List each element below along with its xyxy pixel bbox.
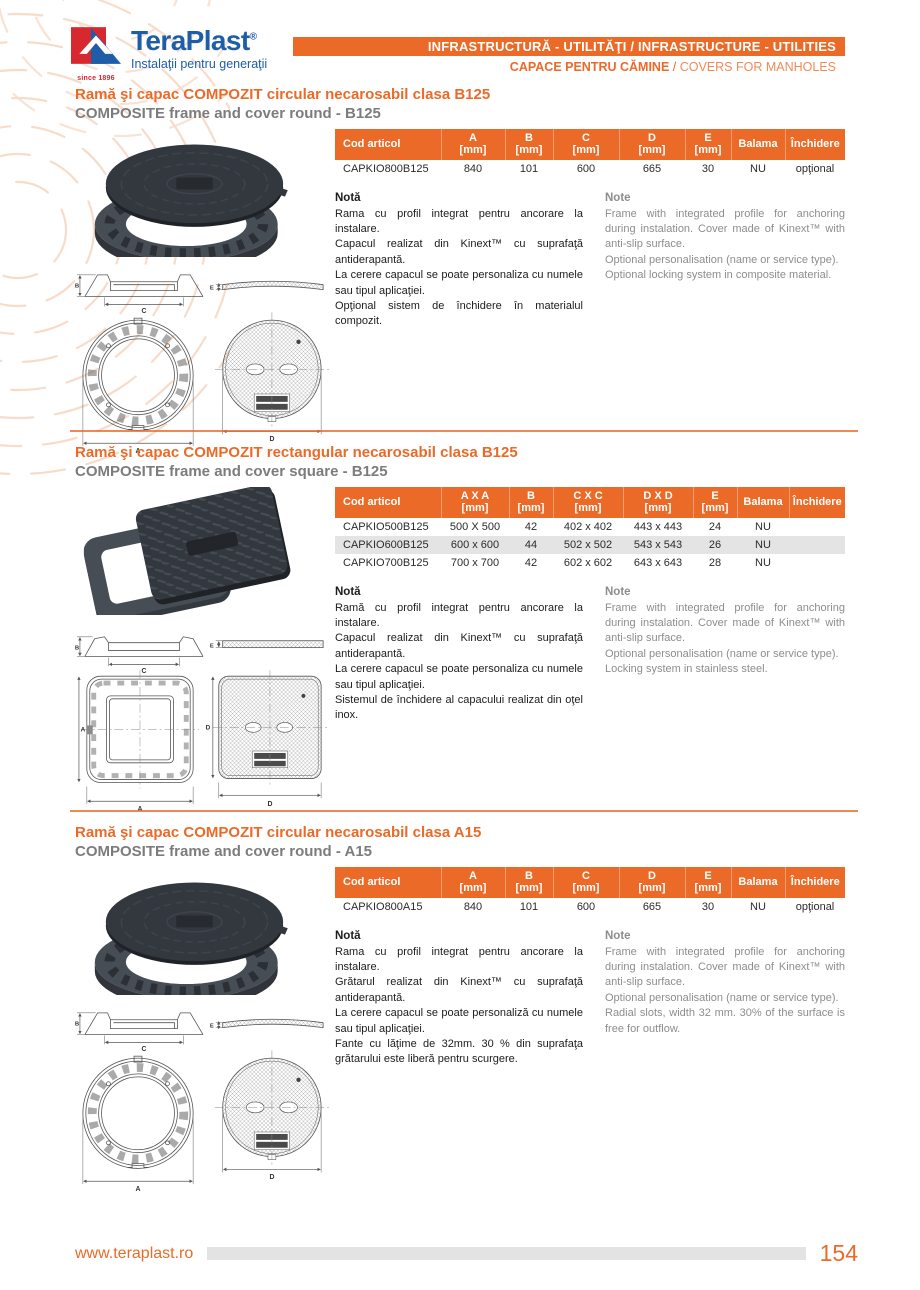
cell: 30	[701, 900, 715, 913]
logo-since: since 1896	[77, 75, 115, 82]
cell: 665	[642, 900, 662, 913]
subcategory-ro: CAPACE PENTRU CĂMINE	[509, 60, 670, 74]
note-line: Optional personalisation (name or service type).	[605, 991, 839, 1004]
col-header: C [mm]	[553, 867, 619, 898]
table-row	[335, 160, 845, 178]
col-header: C X C [mm]	[553, 487, 623, 518]
note-line: Rama cu profil integrat pentru ancorare la instalare.	[335, 945, 583, 974]
cell: opţional	[795, 162, 835, 175]
logo-mark	[70, 27, 122, 82]
section-title: Ramă şi capac COMPOZIT rectangular necarosabil clasa B125	[75, 444, 518, 461]
page-number: 154	[819, 1240, 858, 1266]
product-images	[75, 129, 335, 458]
note-line: La cerere capacul se poate personaliza cu numele sau tipul aplicaţiei.	[335, 663, 583, 691]
note-ro-title: Notă	[335, 585, 361, 598]
product-photo-square	[83, 487, 295, 615]
col-header: Balama	[737, 487, 789, 518]
col-header: E [mm]	[685, 129, 731, 160]
cell-code: CAPKIO800B125	[343, 162, 429, 175]
note-ro	[335, 192, 583, 330]
col-header: Balama	[731, 867, 785, 898]
section-round-b125	[75, 86, 845, 458]
note-line: Frame with integrated profile for anchoring during instalation. Cover made of Kinext™ with anti-slip surface.	[605, 945, 845, 989]
subcategory-separator: /	[669, 60, 680, 74]
note-line: La cerere capacul se poate personaliză cu numele sau tipul aplicaţiei.	[335, 1007, 583, 1035]
cell: 500 X 500	[449, 520, 501, 533]
cell: 28	[708, 556, 722, 569]
col-header: A [mm]	[441, 129, 505, 160]
cell-code: CAPKIO700B125	[343, 556, 429, 569]
section-title: Ramă şi capac COMPOZIT circular necarosabil clasa A15	[75, 824, 482, 841]
cell: 24	[708, 520, 722, 533]
table-row	[335, 536, 845, 554]
table-row	[335, 898, 845, 916]
col-header: D X D [mm]	[623, 487, 693, 518]
col-header: D [mm]	[619, 129, 685, 160]
col-header: B [mm]	[509, 487, 553, 518]
table-row	[335, 554, 845, 572]
cell: 543 x 543	[623, 536, 693, 554]
table-row	[335, 518, 845, 536]
brand-name: TeraPlast®	[131, 25, 257, 56]
cell: 101	[519, 162, 539, 175]
notes	[335, 586, 845, 724]
note-line: Frame with integrated profile for anchoring during instalation. Cover made of Kinext™ with anti-slip surface.	[605, 207, 845, 251]
cell: 30	[701, 162, 715, 175]
note-ro-title: Notă	[335, 929, 361, 942]
logo	[70, 27, 267, 82]
product-photo-round	[83, 867, 295, 995]
cell	[789, 518, 845, 536]
col-header: E [mm]	[685, 867, 731, 898]
col-header: Închidere	[785, 867, 845, 898]
spec-table	[335, 867, 845, 916]
note-line: La cerere capacul se poate personaliza cu numele sau tipul aplicaţiei.	[335, 269, 583, 297]
note-line: Opţional sistem de închidere în materialul compozit.	[335, 299, 583, 328]
cell: 600	[576, 162, 596, 175]
col-header: Cod articol	[335, 867, 441, 898]
table-header-row	[335, 129, 845, 160]
note-line: Optional personalisation (name or service type).	[605, 647, 839, 660]
note-en-title: Note	[605, 191, 631, 204]
col-header: Cod articol	[335, 487, 441, 518]
note-line: Rama cu profil integrat pentru ancorare la instalare.	[335, 207, 583, 236]
cell: 42	[524, 556, 538, 569]
page-footer	[75, 1240, 858, 1267]
section-subtitle: COMPOSITE frame and cover round - B125	[75, 105, 381, 122]
spec-table	[335, 129, 845, 178]
note-ro-title: Notă	[335, 191, 361, 204]
cell	[789, 536, 845, 554]
footer-bar	[207, 1247, 805, 1260]
notes	[335, 192, 845, 330]
col-header: D [mm]	[619, 867, 685, 898]
cell: NU	[737, 536, 789, 554]
note-en	[605, 586, 845, 724]
registered-mark: ®	[249, 31, 257, 43]
section-subtitle: COMPOSITE frame and cover square - B125	[75, 463, 388, 480]
cell: 602 x 602	[563, 556, 613, 569]
cell: 600 x 600	[441, 536, 509, 554]
cell: NU	[755, 556, 771, 569]
cell: NU	[755, 520, 771, 533]
section-square-b125	[75, 444, 845, 816]
note-line: Radial slots, width 32 mm. 30% of the surface is free for outflow.	[605, 1007, 845, 1035]
cell: 665	[642, 162, 662, 175]
cell	[789, 554, 845, 572]
note-line: Capacul realizat din Kinext™ cu suprafaţă antiderapantă.	[335, 238, 583, 266]
note-ro	[335, 586, 583, 724]
note-line: Optional locking system in composite material.	[605, 269, 832, 282]
section-round-a15	[75, 824, 845, 1196]
section-subtitle: COMPOSITE frame and cover round - A15	[75, 843, 373, 860]
table-header-row	[335, 867, 845, 898]
col-header: B [mm]	[505, 867, 553, 898]
subcategory-line	[293, 60, 836, 74]
col-header: Cod articol	[335, 129, 441, 160]
note-line: Locking system in stainless steel.	[605, 663, 768, 676]
product-images	[75, 487, 335, 816]
notes	[335, 930, 845, 1068]
cell: 443 x 443	[633, 520, 683, 533]
brand-tagline: Instalaţii pentru generaţii	[131, 57, 268, 71]
cell: 101	[519, 900, 539, 913]
col-header: A X A [mm]	[441, 487, 509, 518]
section-title: Ramă şi capac COMPOZIT circular necarosabil clasa B125	[75, 86, 491, 103]
note-line: Fante cu lăţime de 32mm. 30 % din suprafaţa grătarului este liberă pentru scurgere.	[335, 1037, 583, 1066]
cell-code: CAPKIO800A15	[343, 900, 423, 913]
cell: 42	[524, 520, 538, 533]
cell: 840	[463, 162, 483, 175]
note-line: Grătarul realizat din Kinext™ cu suprafaţă antiderapantă.	[335, 976, 583, 1004]
col-header: C [mm]	[553, 129, 619, 160]
cell: 700 x 700	[450, 556, 500, 569]
col-header: A [mm]	[441, 867, 505, 898]
cell-code: CAPKIO600B125	[335, 536, 441, 554]
cell: NU	[750, 900, 766, 913]
logo-text	[131, 27, 267, 71]
spec-table	[335, 487, 845, 572]
note-line: Optional personalisation (name or service type).	[605, 253, 839, 266]
cell: 26	[693, 536, 737, 554]
note-en	[605, 930, 845, 1068]
note-ro	[335, 930, 583, 1068]
cell: NU	[750, 162, 766, 175]
col-header: Balama	[731, 129, 785, 160]
note-en-title: Note	[605, 929, 631, 942]
logo-mark-icon	[71, 27, 121, 69]
cell-code: CAPKIO500B125	[343, 520, 429, 533]
col-header: Închidere	[785, 129, 845, 160]
cell: 44	[509, 536, 553, 554]
col-header: Închidere	[789, 487, 845, 518]
col-header: B [mm]	[505, 129, 553, 160]
note-line: Ramă cu profil integrat pentru ancorare la instalare.	[335, 601, 583, 630]
technical-drawing-round	[75, 1003, 331, 1196]
note-line: Sistemul de închidere al capacului realizat din oţel inox.	[335, 693, 583, 722]
website-link[interactable]: www.teraplast.ro	[75, 1244, 194, 1262]
category-banner: INFRASTRUCTURĂ - UTILITĂŢI / INFRASTRUCTURE - UTILITIES	[293, 37, 845, 56]
cell: 600	[576, 900, 596, 913]
technical-drawing-square	[75, 623, 331, 816]
cell: 402 x 402	[563, 520, 613, 533]
cell: 840	[463, 900, 483, 913]
note-line: Capacul realizat din Kinext™ cu suprafaţă antiderapantă.	[335, 632, 583, 660]
table-header-row	[335, 487, 845, 518]
note-line: Frame with integrated profile for anchoring during instalation. Cover made of Kinext™ with anti-slip surface.	[605, 601, 845, 645]
cell: 643 x 643	[633, 556, 683, 569]
cell: opţional	[795, 900, 835, 913]
product-images	[75, 867, 335, 1196]
note-en	[605, 192, 845, 330]
note-en-title: Note	[605, 585, 631, 598]
cell: 502 x 502	[553, 536, 623, 554]
section-divider	[70, 430, 858, 432]
col-header: E [mm]	[693, 487, 737, 518]
section-divider	[70, 810, 858, 812]
product-photo-round	[83, 129, 295, 257]
subcategory-en: COVERS FOR MANHOLES	[679, 60, 836, 74]
